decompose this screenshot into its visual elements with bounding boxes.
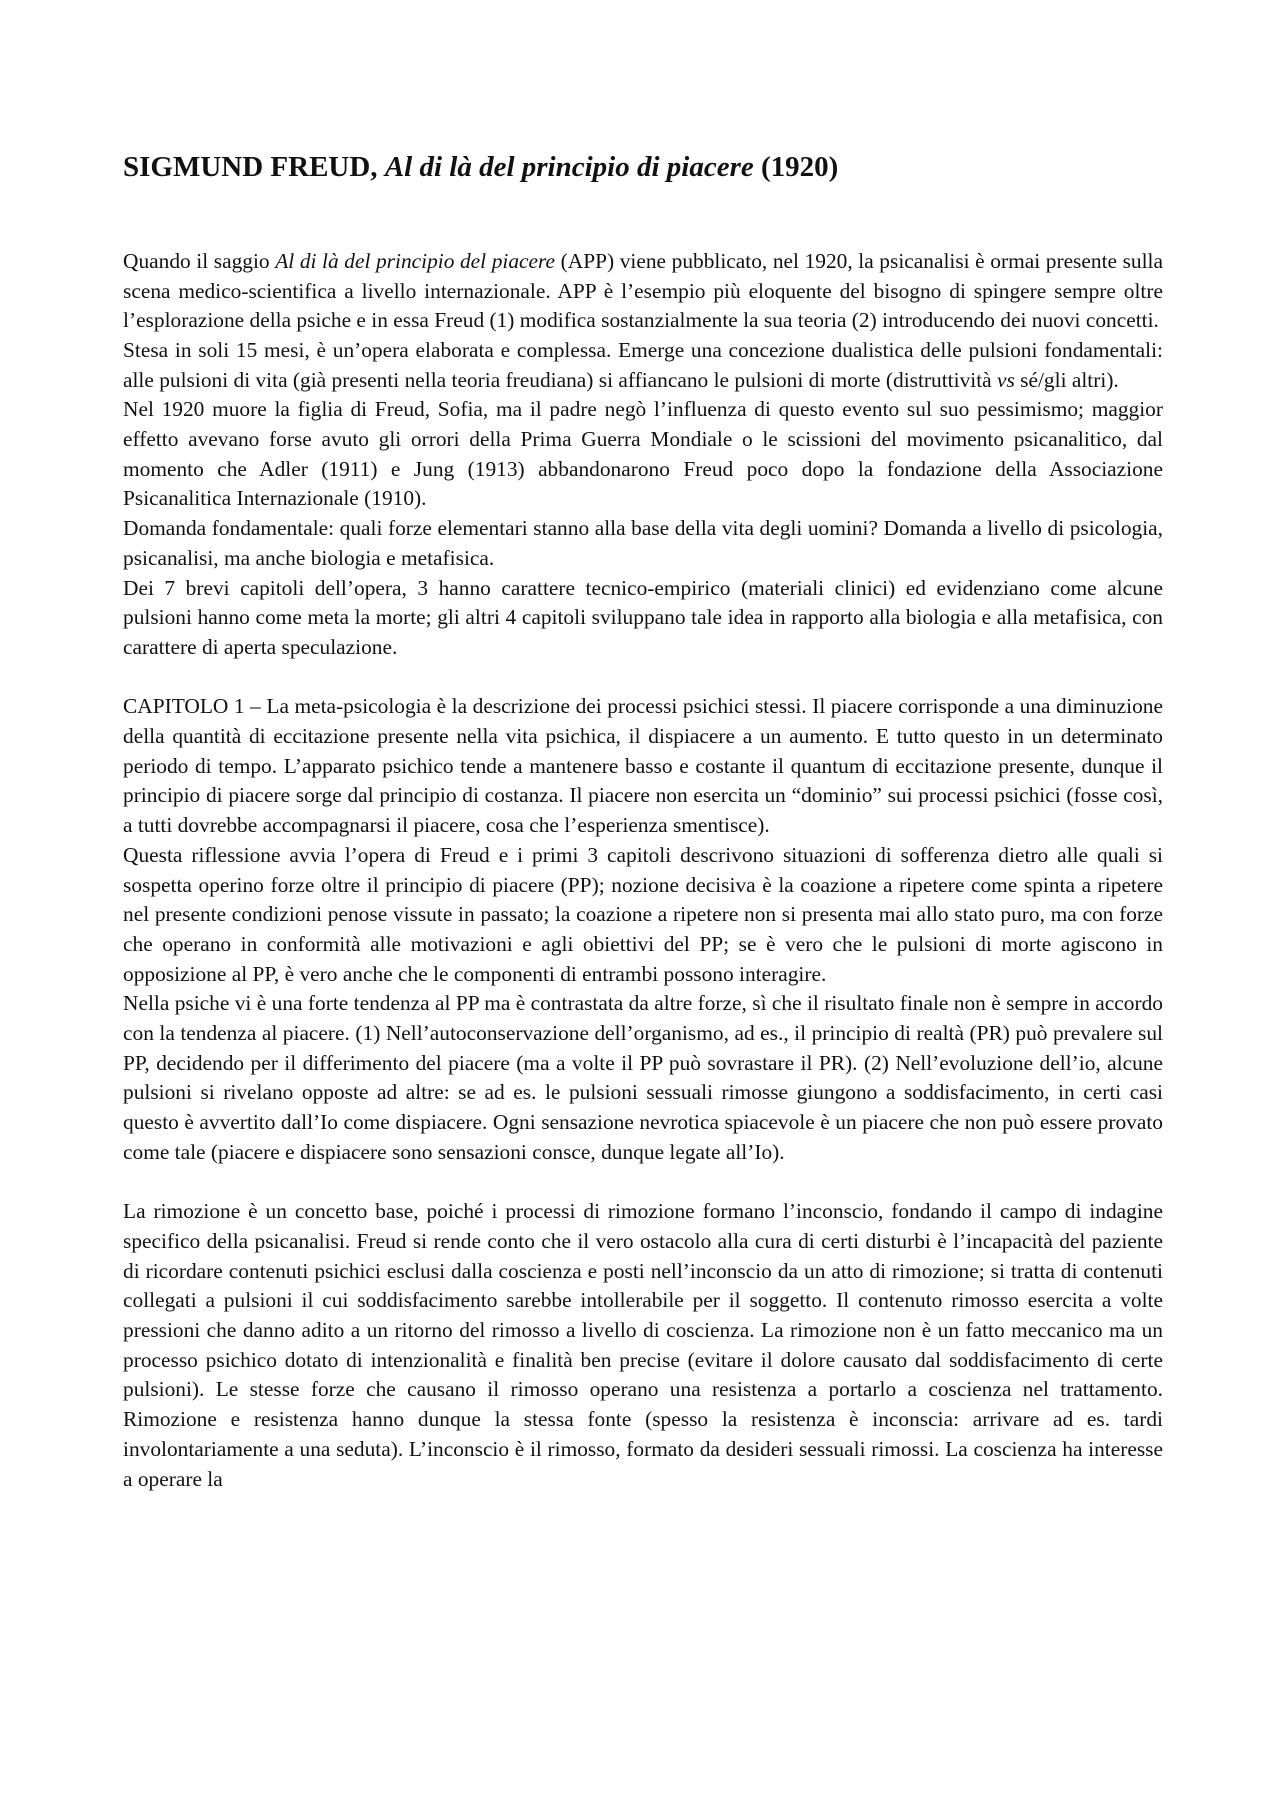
- paragraph-gap: [123, 663, 1163, 693]
- text-run: Stesa in soli 15 mesi, è un’opera elaborata e complessa. Emerge una concezione dualistica delle pulsioni fondamentali: alle pulsioni di vita (già presenti nella teoria freudiana) si affiancano le pulsioni di morte (distruttività: [123, 337, 1163, 392]
- title-italic-work: Al di là del principio di piacere: [384, 151, 754, 183]
- chapter1-paragraph-2: Questa riflessione avvia l’opera di Freud e i primi 3 capitoli descrivono situazioni di sofferenza dietro alle quali si sospetta operino forze oltre il principio di piacere (PP); nozione decisiva è la coazione a ripetere come spinta a ripetere nel presente condizioni penose vissute in passato; la coazione a ripetere non si presenta mai allo stato puro, ma con forze che operano in conformità alle motivazioni e agli obiettivi del PP; se è vero che le pulsioni di morte agiscono in opposizione al PP, è vero anche che le componenti di entrambi possono interagire.: [123, 842, 1163, 986]
- rimozione-paragraph-1: La rimozione è un concetto base, poiché i processi di rimozione formano l’inconscio, fondando il campo di indagine specifico della psicanalisi. Freud si rende conto che il vero ostacolo alla cura di certi disturbi è l’incapacità del paziente di ricordare contenuti psichici esclusi dalla coscienza e posti nell’inconscio da un atto di rimozione; si tratta di contenuti collegati a pulsioni il cui soddisfacimento sarebbe intollerabile per il soggetto. Il contenuto rimosso esercita a volte pressioni che danno adito a un ritorno del rimosso a livello di coscienza. La rimozione non è un fatto meccanico ma un processo psichico dotato di intenzionalità e finalità ben precise (evitare il dolore causato dal soddisfacimento di certe pulsioni). Le stesse forze che causano il rimosso operano una resistenza a portarlo a coscienza nel trattamento. Rimozione e resistenza hanno dunque la stessa fonte (spesso la resistenza è inconscia: arrivare ad es. tardi involontariamente a una seduta). L’inconscio è il rimosso, formato da desideri sessuali rimossi. La coscienza ha interesse a operare la: [123, 1199, 1163, 1491]
- text-run: (APP) viene pubblicato, nel 1920, la psicanalisi è ormai presente sulla scena medico-scientifica a livello internazionale. APP è l’esempio più eloquente del bisogno di spingere sempre oltre l’esplorazione della psiche e in essa Freud (1) modifica sostanzialmente la sua teoria (2) introducendo dei nuovi concetti.: [123, 248, 1163, 333]
- text-run: Quando il saggio: [123, 248, 276, 273]
- intro-paragraph-1: [123, 247, 1163, 336]
- intro-paragraph-4: Domanda fondamentale: quali forze elementari stanno alla base della vita degli uomini? Domanda a livello di psicologia, psicanalisi, ma anche biologia e metafisica.: [123, 516, 1163, 570]
- intro-paragraph-3: Nel 1920 muore la figlia di Freud, Sofia, ma il padre negò l’influenza di questo evento sul suo pessimismo; maggior effetto avevano forse avuto gli orrori della Prima Guerra Mondiale o le scissioni del movimento psicanalitico, dal momento che Adler (1911) e Jung (1913) abbandonarono Freud poco dopo la fondazione della Associazione Psicanalitica Internazionale (1910).: [123, 397, 1163, 511]
- title-prefix: SIGMUND FREUD,: [123, 151, 385, 183]
- intro-paragraph-2: [123, 336, 1163, 395]
- document-page: [123, 150, 1163, 1494]
- intro-paragraph-5: Dei 7 brevi capitoli dell’opera, 3 hanno carattere tecnico-empirico (materiali clinici) ed evidenziano come alcune pulsioni hanno come meta la morte; gli altri 4 capitoli sviluppano tale idea in rapporto alla biologia e alla metafisica, con carattere di aperta speculazione.: [123, 575, 1163, 659]
- chapter1-paragraph-1: CAPITOLO 1 – La meta-psicologia è la descrizione dei processi psichici stessi. Il piacere corrisponde a una diminuzione della quantità di eccitazione presente nella vita psichica, il dispiacere a un aumento. E tutto questo in un determinato periodo di tempo. L’apparato psichico tende a mantenere basso e costante il quantum di eccitazione presente, dunque il principio di piacere sorge dal principio di costanza. Il piacere non esercita un “dominio” sui processi psichici (fosse così, a tutti dovrebbe accompagnarsi il piacere, cosa che l’esperienza smentisce).: [123, 694, 1163, 838]
- document-title: [123, 150, 1163, 185]
- title-year: (1920): [753, 151, 839, 183]
- chapter1-paragraph-3: Nella psiche vi è una forte tendenza al PP ma è contrastata da altre forze, sì che il risultato finale non è sempre in accordo con la tendenza al piacere. (1) Nell’autoconservazione dell’organismo, ad es., il principio di realtà (PR) può prevalere sul PP, decidendo per il differimento del piacere (ma a volte il PP può sovrastare il PR). (2) Nell’evoluzione dell’io, alcune pulsioni si rivelano opposte ad altre: se ad es. le pulsioni sessuali rimosse giungono a soddisfacimento, in certi casi questo è avvertito dall’Io come dispiacere. Ogni sensazione nevrotica spiacevole è un piacere che non può essere provato come tale (piacere e dispiacere sono sensazioni consce, dunque legate all’Io).: [123, 991, 1163, 1164]
- italic-text-run: Al di là del principio del piacere: [275, 248, 556, 273]
- italic-text-run: vs: [997, 367, 1015, 392]
- text-run: sé/gli altri).: [1014, 367, 1119, 392]
- paragraph-gap: [123, 1168, 1163, 1198]
